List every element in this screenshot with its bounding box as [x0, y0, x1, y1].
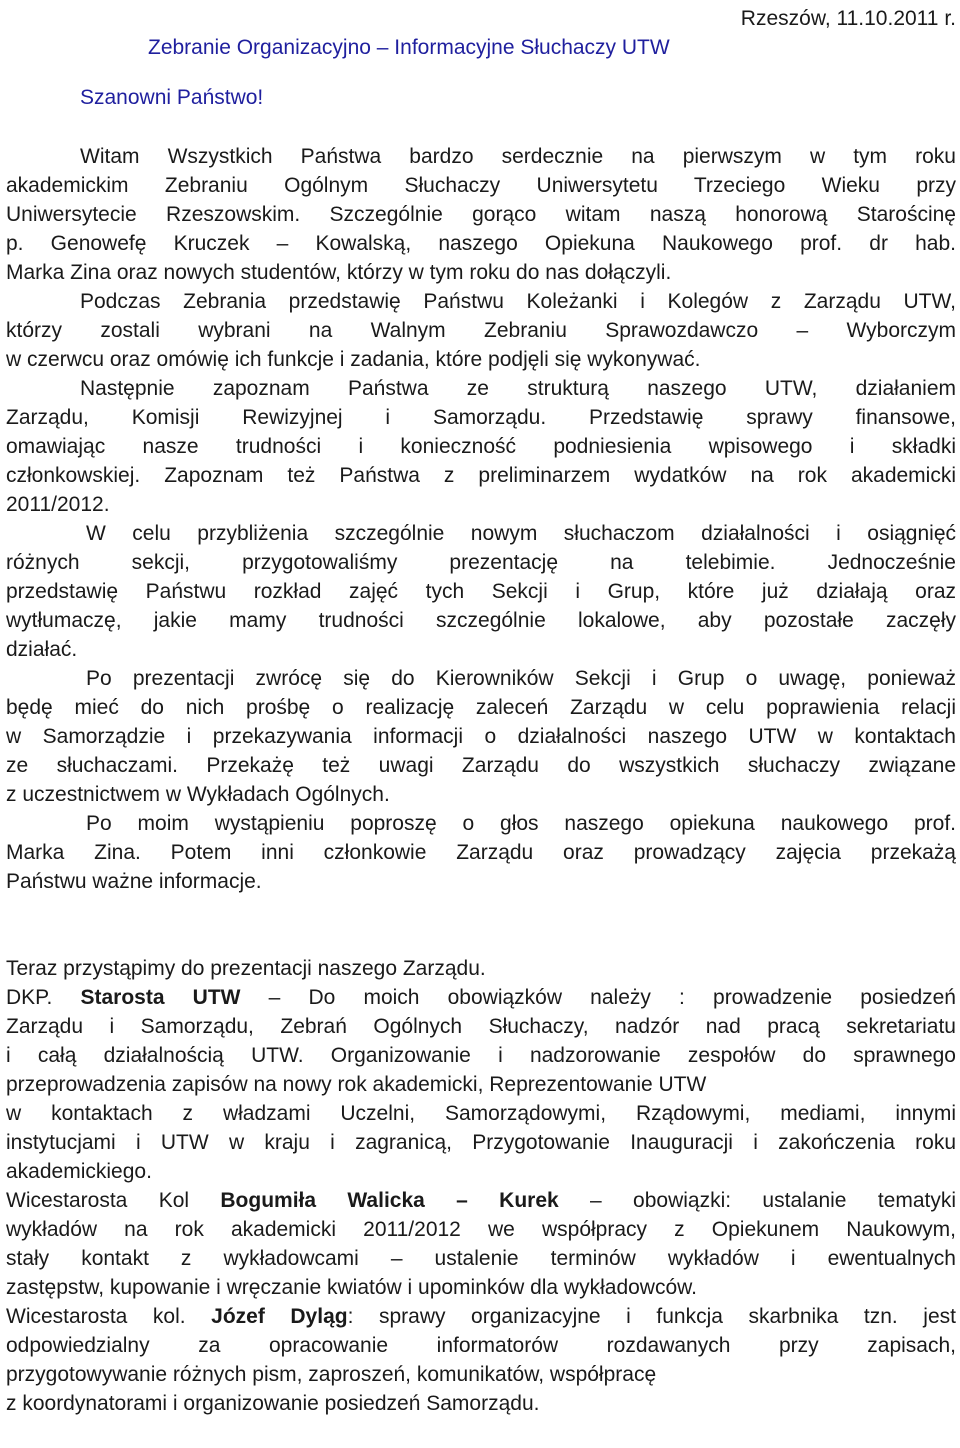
- text-line: Podczas Zebrania przedstawię Państwu Koleżanki i Kolegów z Zarządu UTW,: [80, 290, 956, 313]
- text-line: W celu przybliżenia szczególnie nowym słuchaczom działalności i osiągnięć: [86, 522, 956, 545]
- paragraph-welcome: [6, 142, 956, 287]
- text-line: Następnie zapoznam Państwa ze strukturą naszego UTW, działaniem: [80, 377, 956, 400]
- text-line: przeprowadzenia zapisów na nowy rok akademicki, Reprezentowanie UTW: [6, 1073, 707, 1096]
- text-line: z uczestnictwem w Wykładach Ogólnych.: [6, 783, 390, 806]
- paragraph-closing: [6, 809, 956, 896]
- document-title: Zebranie Organizacyjno – Informacyjne Słuchaczy UTW: [148, 36, 670, 59]
- text-line: członkowskiej. Zapoznam też Państwa z preliminarzem wydatków na rok akademicki: [6, 464, 956, 487]
- text-line: Państwu ważne informacje.: [6, 870, 262, 893]
- paragraph-structure: [6, 374, 956, 519]
- text-line: odpowiedzialny za opracowanie informatorów rozdawanych przy zapisach,: [6, 1334, 956, 1357]
- text-line: przygotowywanie różnych pism, zaproszeń, komunikatów, współpracę: [6, 1363, 657, 1386]
- text-line: w Samorządzie i przekazywania informacji o działalności naszego UTW w kontaktach: [6, 725, 956, 748]
- text-line: działać.: [6, 638, 78, 661]
- salutation: Szanowni Państwo!: [80, 86, 264, 109]
- vice-starosta-2-prefix: Wicestarosta kol.: [6, 1305, 212, 1328]
- text-line: Marka Zina. Potem inni członkowie Zarządu oraz prowadzący zajęcia przekażą: [6, 841, 956, 864]
- text-line: będę mieć do nich prośbę o realizację zaleceń Zarządu w celu poprawienia relacji: [6, 696, 956, 719]
- board-presentation: [6, 954, 956, 1418]
- text-line: Uniwersytecie Rzeszowskim. Szczególnie gorąco witam naszą honorową Starościnę: [6, 203, 956, 226]
- text-line: wykładów na rok akademicki 2011/2012 we współpracy z Opiekunem Naukowym,: [6, 1218, 956, 1241]
- text-line: omawiając nasze trudności i konieczność podniesienia wpisowego i składki: [6, 435, 956, 458]
- document-page: [6, 4, 956, 1418]
- text-line: Witam Wszystkich Państwa bardzo serdecznie na pierwszym w tym roku: [80, 145, 956, 168]
- text-line: Zarządu, Komisji Rewizyjnej i Samorządu. Przedstawię sprawy finansowe,: [6, 406, 956, 429]
- text-line: w kontaktach z władzami Uczelni, Samorządowymi, Rządowymi, mediami, innymi: [6, 1102, 956, 1125]
- text-line: Marka Zina oraz nowych studentów, którzy w tym roku do nas dołączyli.: [6, 261, 672, 284]
- blank-space: [6, 896, 956, 954]
- paragraph-board-intro: [6, 287, 956, 374]
- starosta-line: [6, 983, 956, 1012]
- text-line: Zarządu i Samorządu, Zebrań Ogólnych Słuchaczy, nadzór nad pracą sekretariatu: [6, 1015, 956, 1038]
- paragraph-section-leaders: [6, 664, 956, 809]
- text-line: Po moim wystąpieniu poproszę o głos naszego opiekuna naukowego prof.: [86, 812, 956, 835]
- vice-starosta-1-line: [6, 1186, 956, 1215]
- vice-starosta-1-prefix: Wicestarosta Kol: [6, 1189, 221, 1212]
- vice-starosta-2-line: [6, 1302, 956, 1331]
- text-line: p. Genowefę Kruczek – Kowalską, naszego Opiekuna Naukowego prof. dr hab.: [6, 232, 956, 255]
- text-line: instytucjami i UTW w kraju i zagranicą, Przygotowanie Inauguracji i zakończenia roku: [6, 1131, 956, 1154]
- text-line: 2011/2012.: [6, 493, 110, 516]
- paragraph-presentation: [6, 519, 956, 664]
- text-line: z koordynatorami i organizowanie posiedzeń Samorządu.: [6, 1392, 540, 1415]
- text-line: stały kontakt z wykładowcami – ustalenie terminów wykładów i ewentualnych: [6, 1247, 956, 1270]
- text-line: akademickiego.: [6, 1160, 152, 1183]
- text-line: różnych sekcji, przygotowaliśmy prezentację na telebimie. Jednocześnie: [6, 551, 956, 574]
- document-date: Rzeszów, 11.10.2011 r.: [740, 7, 956, 30]
- board-intro-line: Teraz przystąpimy do prezentacji naszego Zarządu.: [6, 957, 486, 980]
- text-line: ze słuchaczami. Przekażę też uwagi Zarządu do wszystkich słuchaczy związane: [6, 754, 956, 777]
- starosta-duties-start: – Do moich obowiązków należy : prowadzenie posiedzeń: [240, 986, 956, 1009]
- text-line: akademickim Zebraniu Ogólnym Słuchaczy Uniwersytetu Trzeciego Wieku przy: [6, 174, 956, 197]
- text-line: którzy zostali wybrani na Walnym Zebraniu Sprawozdawczo – Wyborczym: [6, 319, 956, 342]
- text-line: i całą działalnością UTW. Organizowanie i nadzorowanie zespołów do sprawnego: [6, 1044, 956, 1067]
- vice-starosta-1-name: Bogumiła Walicka – Kurek: [220, 1189, 559, 1212]
- starosta-role: Starosta UTW: [80, 986, 241, 1009]
- text-line: zastępstw, kupowanie i wręczanie kwiatów i upominków dla wykładowców.: [6, 1276, 697, 1299]
- vice-starosta-1-duties-start: – obowiązki: ustalanie tematyki: [558, 1189, 957, 1212]
- text-line: wytłumaczę, jakie mamy trudności szczególnie lokalowe, aby pozostałe zaczęły: [6, 609, 956, 632]
- text-line: przedstawię Państwu rozkład zajęć tych Sekcji i Grup, które już działają oraz: [6, 580, 956, 603]
- vice-starosta-2-name: Józef Dyląg: [211, 1305, 348, 1328]
- vice-starosta-2-duties-start: : sprawy organizacyjne i funkcja skarbnika tzn. jest: [347, 1305, 956, 1328]
- starosta-prefix: DKP.: [6, 986, 81, 1009]
- text-line: w czerwcu oraz omówię ich funkcje i zadania, które podjęli się wykonywać.: [6, 348, 701, 371]
- text-line: Po prezentacji zwrócę się do Kierowników Sekcji i Grup o uwagę, ponieważ: [86, 667, 956, 690]
